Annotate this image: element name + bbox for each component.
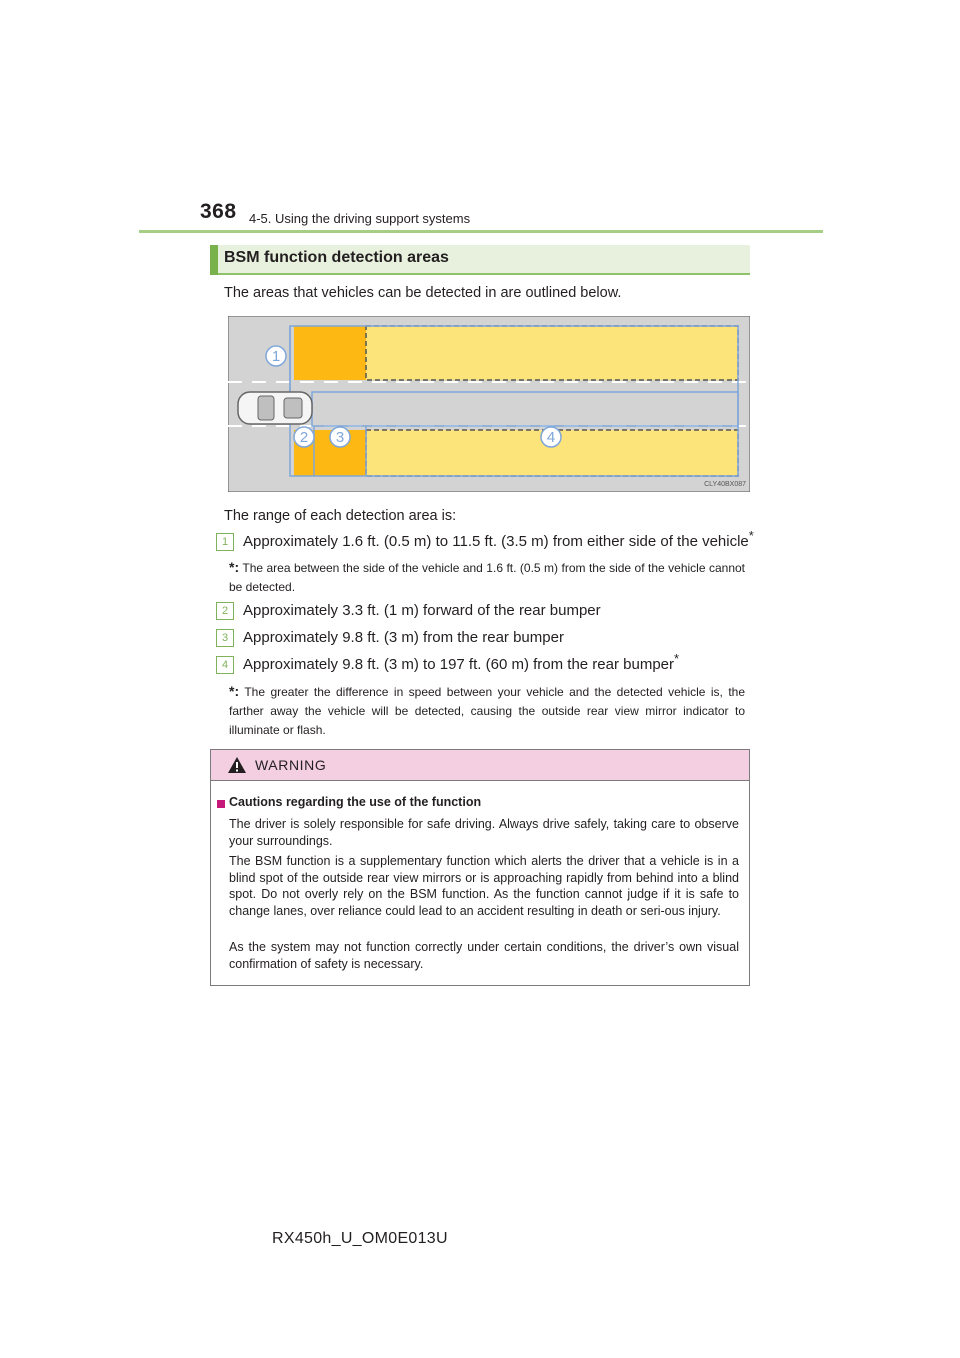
zone-upper-near [294, 326, 366, 380]
caution-heading: Cautions regarding the use of the function [229, 795, 482, 809]
manual-code: RX450h_U_OM0E013U [272, 1230, 448, 1247]
callout-4-label: 4 [546, 429, 556, 446]
range-intro: The range of each detection area is: [224, 508, 457, 524]
vehicle-icon [238, 392, 312, 424]
range-4-badge: 4 [216, 656, 234, 674]
detection-area-diagram [228, 316, 750, 492]
note-2: *: The greater the difference in speed between your vehicle and the detected vehicle is, the farther away the vehicle will be detected, causing the outside rear view mirror indicator to illuminate or flash. [229, 683, 745, 737]
range-2-badge: 2 [216, 602, 234, 620]
range-3-badge: 3 [216, 629, 234, 647]
warning-header [211, 750, 749, 781]
section-heading [210, 245, 750, 275]
range-1-text: Approximately 1.6 ft. (0.5 m) to 11.5 ft. (3.5 m) from either side of the vehicle* [243, 528, 754, 550]
diagram-code: CLY40BX087 [704, 481, 746, 488]
page-number: 368 [200, 200, 237, 223]
header-rule [139, 230, 823, 233]
warning-box [210, 749, 750, 986]
warning-paragraph-3: As the system may not function correctly under certain conditions, the driver’s own visual confirmation of safety is necessary. [229, 940, 739, 971]
callout-1-label: 1 [271, 348, 281, 365]
range-4-text: Approximately 9.8 ft. (3 m) to 197 ft. (60 m) from the rear bumper* [243, 651, 680, 673]
section-title: 4-5. Using the driving support systems [249, 211, 471, 226]
intro-text: The areas that vehicles can be detected in are outlined below. [224, 285, 622, 301]
range-1-badge: 1 [216, 533, 234, 551]
warning-triangle-icon [227, 756, 247, 774]
zone-upper-far [366, 326, 738, 380]
callout-2-label: 2 [299, 429, 309, 446]
callout-3-label: 3 [335, 429, 345, 446]
heading-accent-bar [210, 245, 218, 275]
range-2-text: Approximately 3.3 ft. (1 m) forward of the rear bumper [243, 602, 601, 619]
warning-paragraph-1: The driver is solely responsible for safe driving. Always drive safely, taking care to observe your surroundings. [229, 817, 739, 848]
range-3-text: Approximately 9.8 ft. (3 m) from the rear bumper [243, 629, 564, 646]
caution-bullet-icon [217, 800, 225, 808]
note-1: *: The area between the side of the vehicle and 1.6 ft. (0.5 m) from the side of the vehicle cannot be detected. [229, 559, 745, 594]
warning-paragraph-2: The BSM function is a supplementary function which alerts the driver that a vehicle is in a blind spot of the outside rear view mirrors or is approaching rapidly from behind into a blind spot. Do not overly rely on the BSM function. As the function cannot judge if it is safe to change lanes, over reliance could lead to an accident resulting in death or seri-ous injury. [229, 854, 739, 918]
warning-title: WARNING [255, 757, 327, 773]
heading-text: BSM function detection areas [224, 249, 449, 266]
